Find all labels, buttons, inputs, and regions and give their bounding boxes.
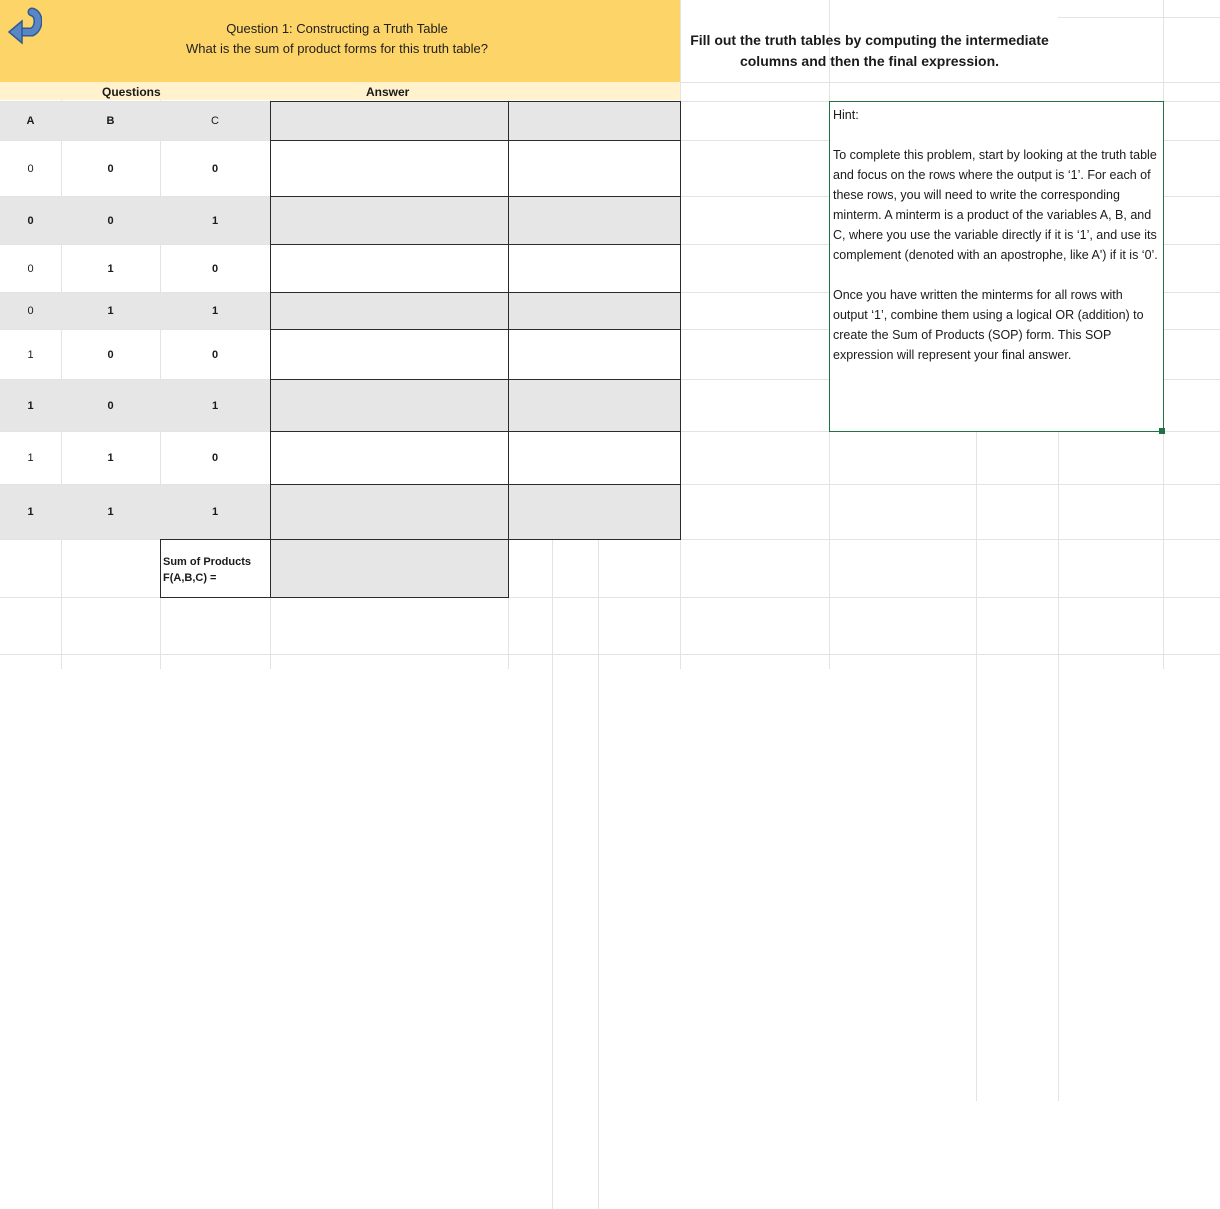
answer-cell[interactable] <box>508 101 681 141</box>
sop-answer-input[interactable] <box>270 539 509 598</box>
answer-cell[interactable] <box>270 196 509 245</box>
answer-cell[interactable] <box>270 484 509 540</box>
answer-cell[interactable] <box>270 292 509 330</box>
answer-cell[interactable] <box>508 431 681 485</box>
answer-column-label: Answer <box>366 85 410 99</box>
sop-label <box>160 539 271 598</box>
answer-cell[interactable] <box>508 196 681 245</box>
answer-cell[interactable] <box>270 431 509 485</box>
selection-fill-handle[interactable] <box>1159 428 1165 434</box>
gridline <box>598 540 599 1209</box>
answer-cell[interactable] <box>270 101 509 141</box>
truth-cell-a[interactable]: 1 <box>0 380 61 431</box>
questions-column-label: Questions <box>102 85 161 99</box>
truth-cell-c[interactable]: 0 <box>211 452 219 464</box>
hint-paragraph-2: Once you have written the minterms for all rows with output ‘1’, combine them using a logical OR (addition) to create the Sum of Products (SOP) form. This SOP expression will represent your final answer. <box>833 288 1144 362</box>
truth-cell-a[interactable]: 1 <box>27 348 34 361</box>
header-cell-c[interactable]: C <box>160 102 270 140</box>
answer-cell[interactable] <box>508 329 681 380</box>
gridline <box>1058 17 1220 18</box>
truth-cell-c[interactable]: 0 <box>211 262 219 275</box>
gridline <box>1058 432 1059 1101</box>
hint-title: Hint: <box>833 108 859 122</box>
truth-cell-b[interactable]: 1 <box>61 485 160 539</box>
answer-cell[interactable] <box>508 484 681 540</box>
hint-box[interactable] <box>829 101 1164 432</box>
truth-cell-c[interactable]: 1 <box>160 197 270 244</box>
instructions-text: Fill out the truth tables by computing the intermediate columns and then the final expression. <box>690 32 1049 69</box>
truth-cell-b[interactable]: 0 <box>107 348 114 361</box>
truth-cell-a[interactable]: 1 <box>27 452 34 464</box>
answer-cell[interactable] <box>508 140 681 197</box>
truth-cell-b[interactable]: 0 <box>107 163 114 175</box>
gridline <box>0 654 1220 655</box>
question-subtitle: What is the sum of product forms for this truth table? <box>185 41 488 56</box>
answer-cell[interactable] <box>270 329 509 380</box>
question-title: Question 1: Constructing a Truth Table <box>226 21 448 36</box>
answer-cell[interactable] <box>508 292 681 330</box>
truth-cell-a[interactable]: 0 <box>0 293 61 329</box>
gridline <box>976 432 977 1101</box>
hint-paragraph-1: To complete this problem, start by looking at the truth table and focus on the rows where the output is ‘1’. For each of these rows, you will need to write the corresponding minterm. A minterm is a product of the variables A, B, and C, where you use the variable directly if it is ‘1’, and use its complement (denoted with an apostrophe, like A') if it is ‘0’. <box>833 148 1158 262</box>
truth-cell-c[interactable]: 0 <box>211 348 219 361</box>
header-cell-a[interactable]: A <box>0 102 61 140</box>
truth-cell-a[interactable]: 0 <box>27 262 34 275</box>
answer-cell[interactable] <box>508 244 681 293</box>
truth-cell-c[interactable]: 0 <box>211 163 219 175</box>
truth-cell-c[interactable]: 1 <box>160 293 270 329</box>
sop-label-line1: Sum of Products <box>163 556 252 568</box>
truth-cell-b[interactable]: 1 <box>61 293 160 329</box>
truth-cell-a[interactable]: 1 <box>0 485 61 539</box>
truth-cell-a[interactable]: 0 <box>27 163 34 175</box>
answer-cell[interactable] <box>508 379 681 432</box>
truth-cell-c[interactable]: 1 <box>160 380 270 431</box>
answer-cell[interactable] <box>270 140 509 197</box>
truth-cell-a[interactable]: 0 <box>0 197 61 244</box>
sop-label-line2: F(A,B,C) = <box>163 572 217 584</box>
truth-cell-c[interactable]: 1 <box>160 485 270 539</box>
truth-cell-b[interactable]: 1 <box>107 262 114 275</box>
gridline <box>552 540 553 1209</box>
answer-cell[interactable] <box>270 244 509 293</box>
gridline <box>680 82 1220 83</box>
truth-cell-b[interactable]: 0 <box>61 197 160 244</box>
header-cell-b[interactable]: B <box>61 102 160 140</box>
truth-cell-b[interactable]: 1 <box>107 452 114 464</box>
answer-cell[interactable] <box>270 379 509 432</box>
truth-cell-b[interactable]: 0 <box>61 380 160 431</box>
